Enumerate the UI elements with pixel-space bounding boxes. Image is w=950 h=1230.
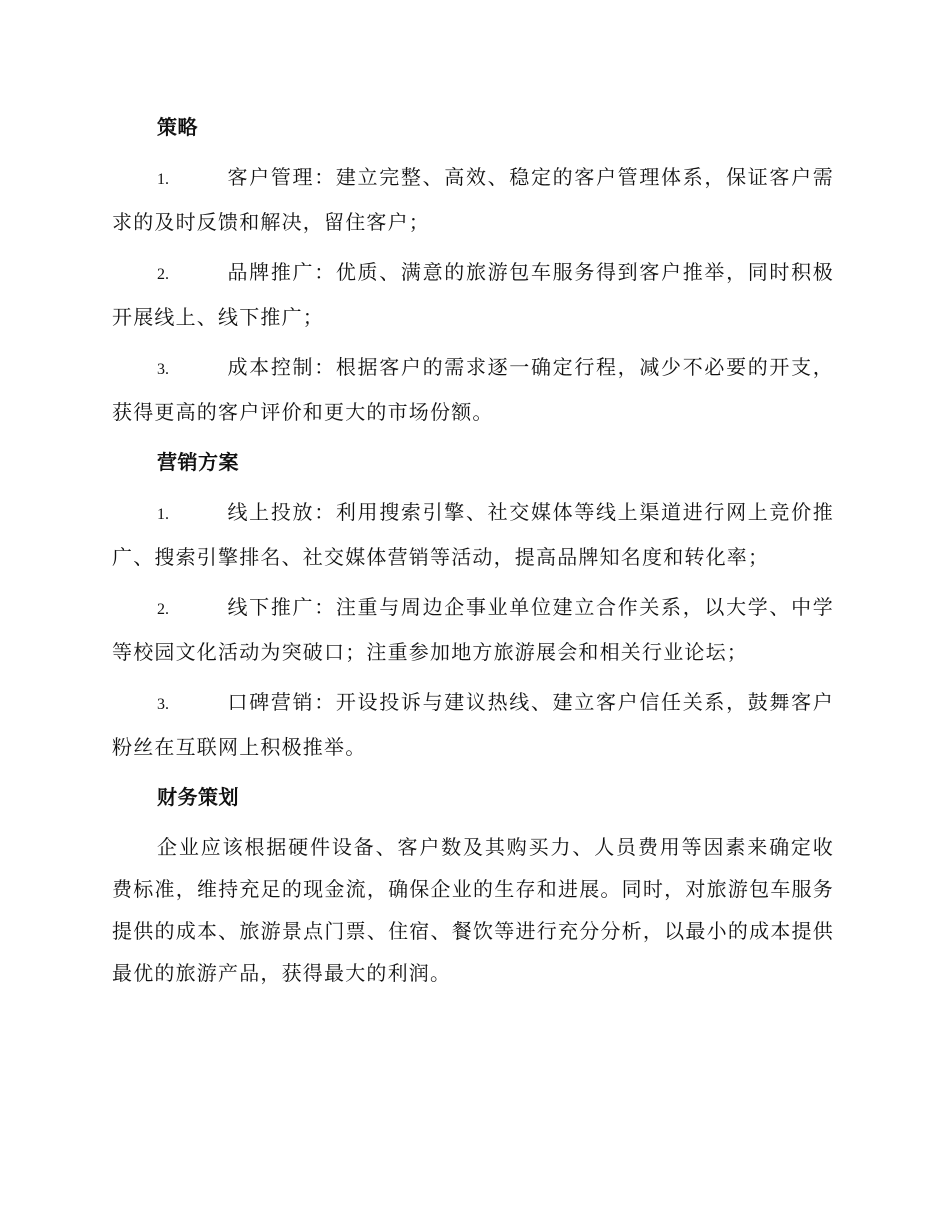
finance-paragraph: 企业应该根据硬件设备、客户数及其购买力、人员费用等因素来确定收费标准，维持充足的现金流，确保企业的生存和进展。同时，对旅游包车服务提供的成本、旅游景点门票、住宿、餐饮等进行充分分析，以最小的成本提供最优的旅游产品，获得最大的利润。: [112, 835, 834, 985]
list-number: 2.: [157, 266, 169, 283]
document-body: [112, 106, 834, 994]
list-item: [112, 251, 834, 338]
list-text: 线上投放：利用搜索引擎、社交媒体等线上渠道进行网上竞价推广、搜索引擎排名、社交媒体营销等活动，提高品牌知名度和转化率；: [112, 500, 834, 569]
list-number: 2.: [157, 601, 169, 618]
list-number: 3.: [157, 361, 169, 378]
list-item: [112, 586, 834, 673]
list-text: 口碑营销：开设投诉与建议热线、建立客户信任关系，鼓舞客户粉丝在互联网上积极推举。: [112, 690, 834, 759]
list-item: [112, 491, 834, 578]
list-number: 1.: [157, 171, 169, 188]
list-number: 3.: [157, 696, 169, 713]
section-heading-finance: 财务策划: [157, 785, 239, 809]
list-item: [112, 346, 834, 433]
list-text: 成本控制：根据客户的需求逐一确定行程，减少不必要的开支，获得更高的客户评价和更大的市场份额。: [112, 355, 834, 424]
section-heading-strategy: 策略: [157, 115, 198, 139]
list-item: [112, 681, 834, 768]
list-text: 客户管理：建立完整、高效、稳定的客户管理体系，保证客户需求的及时反馈和解决，留住客户；: [112, 165, 834, 234]
list-item: [112, 156, 834, 243]
list-text: 品牌推广：优质、满意的旅游包车服务得到客户推举，同时积极开展线上、线下推广；: [112, 260, 834, 329]
list-text: 线下推广：注重与周边企事业单位建立合作关系，以大学、中学等校园文化活动为突破口；注重参加地方旅游展会和相关行业论坛；: [112, 595, 834, 664]
list-number: 1.: [157, 506, 169, 523]
section-heading-marketing: 营销方案: [157, 450, 239, 474]
